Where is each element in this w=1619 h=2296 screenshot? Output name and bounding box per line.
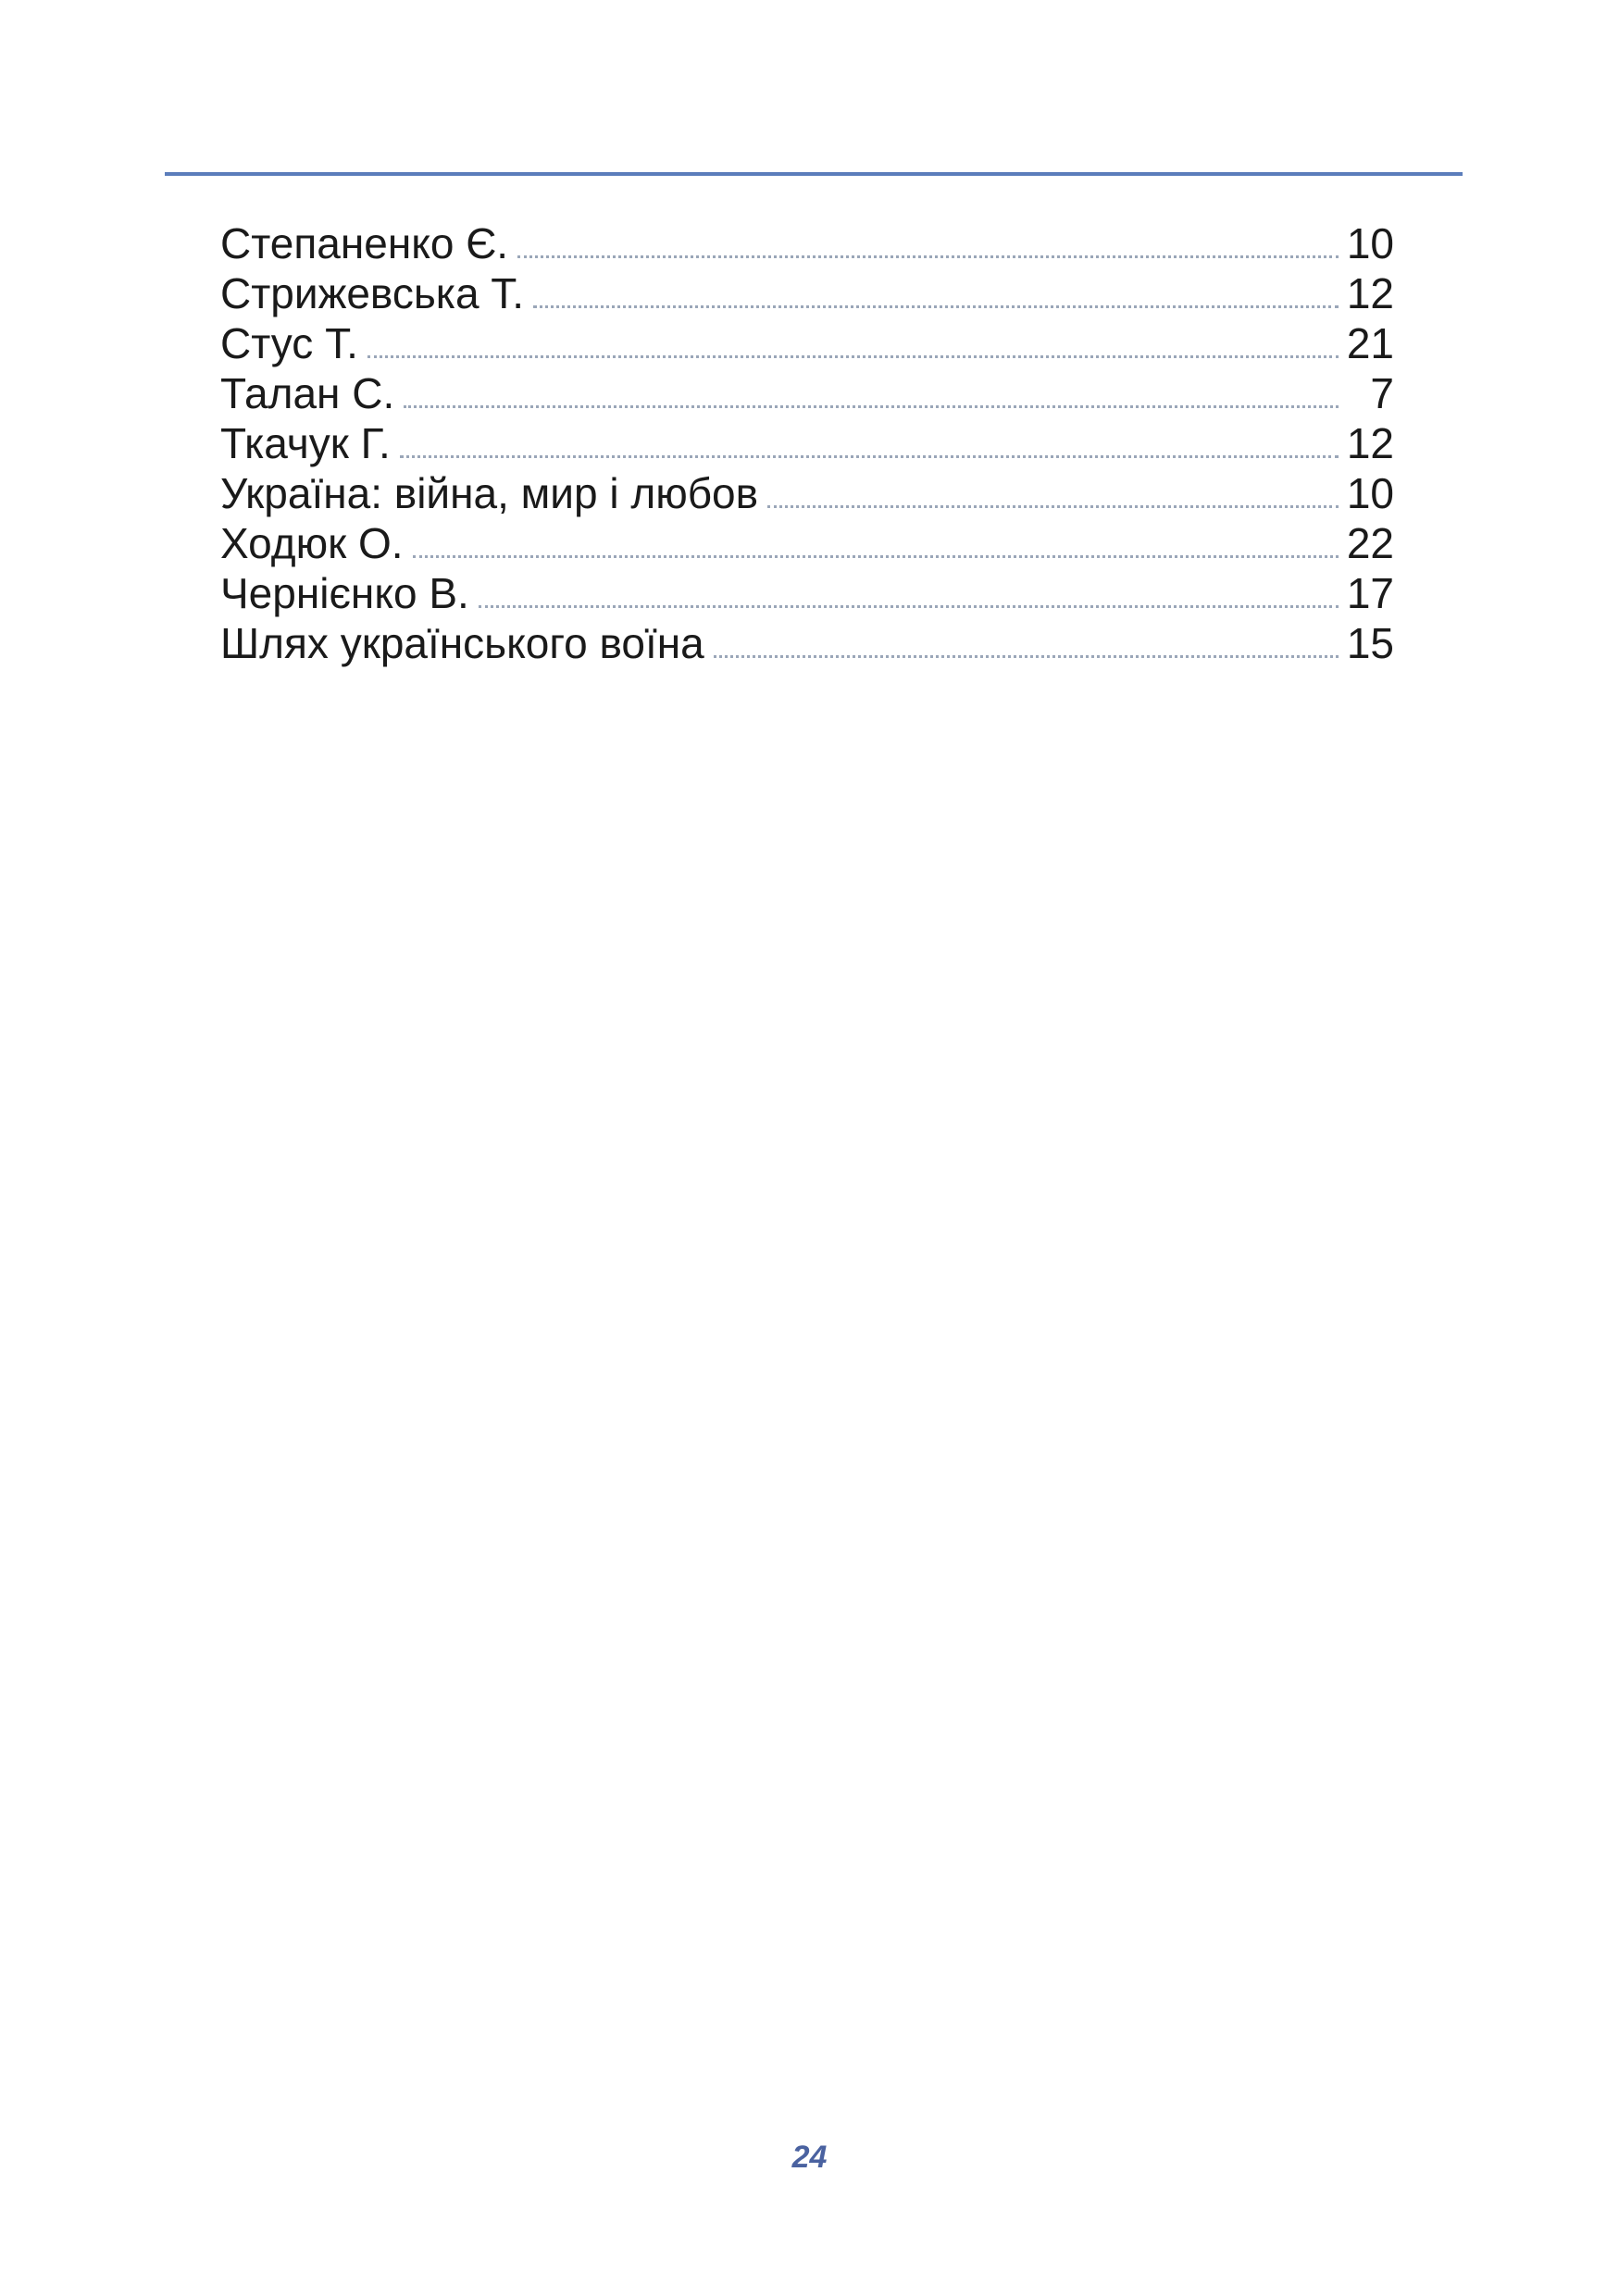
entry-label: Чернієнко В.: [220, 569, 469, 617]
index-entry: [220, 568, 1394, 618]
entry-page-number: 12: [1346, 269, 1394, 317]
index-entry: [220, 368, 1394, 418]
entry-label: Стрижевська Т.: [220, 269, 525, 317]
entry-page-number: 10: [1346, 219, 1394, 267]
entry-label: Ткачук Г.: [220, 419, 391, 467]
index-entry: [220, 418, 1394, 468]
entry-label: Степаненко Є.: [220, 219, 509, 267]
dot-leader: [767, 505, 1339, 508]
index-entry: [220, 218, 1394, 268]
index-list: [220, 218, 1394, 668]
entry-page-number: 22: [1346, 519, 1394, 567]
dot-leader: [517, 255, 1339, 258]
entry-label: Талан С.: [220, 369, 395, 417]
index-entry: [220, 518, 1394, 568]
index-entry: [220, 468, 1394, 518]
dot-leader: [367, 355, 1339, 358]
entry-label: Стус Т.: [220, 319, 358, 367]
dot-leader: [533, 305, 1339, 308]
dot-leader: [404, 405, 1339, 408]
entry-label: Ходюк О.: [220, 519, 404, 567]
page-number: 24: [791, 2140, 828, 2175]
entry-page-number: 17: [1346, 569, 1394, 617]
entry-label: Україна: війна, мир і любов: [220, 469, 759, 517]
entry-page-number: 12: [1346, 419, 1394, 467]
dot-leader: [714, 655, 1339, 658]
entry-page-number: 15: [1346, 619, 1394, 667]
dot-leader: [400, 455, 1339, 458]
entry-page-number: 21: [1346, 319, 1394, 367]
index-entry: [220, 268, 1394, 318]
index-entry: [220, 318, 1394, 368]
header-rule: [165, 172, 1463, 176]
index-entry: [220, 618, 1394, 668]
entry-page-number: 7: [1370, 369, 1394, 417]
entry-page-number: 10: [1346, 469, 1394, 517]
entry-label: Шлях українського воїна: [220, 619, 704, 667]
dot-leader: [479, 605, 1339, 608]
dot-leader: [413, 555, 1339, 558]
